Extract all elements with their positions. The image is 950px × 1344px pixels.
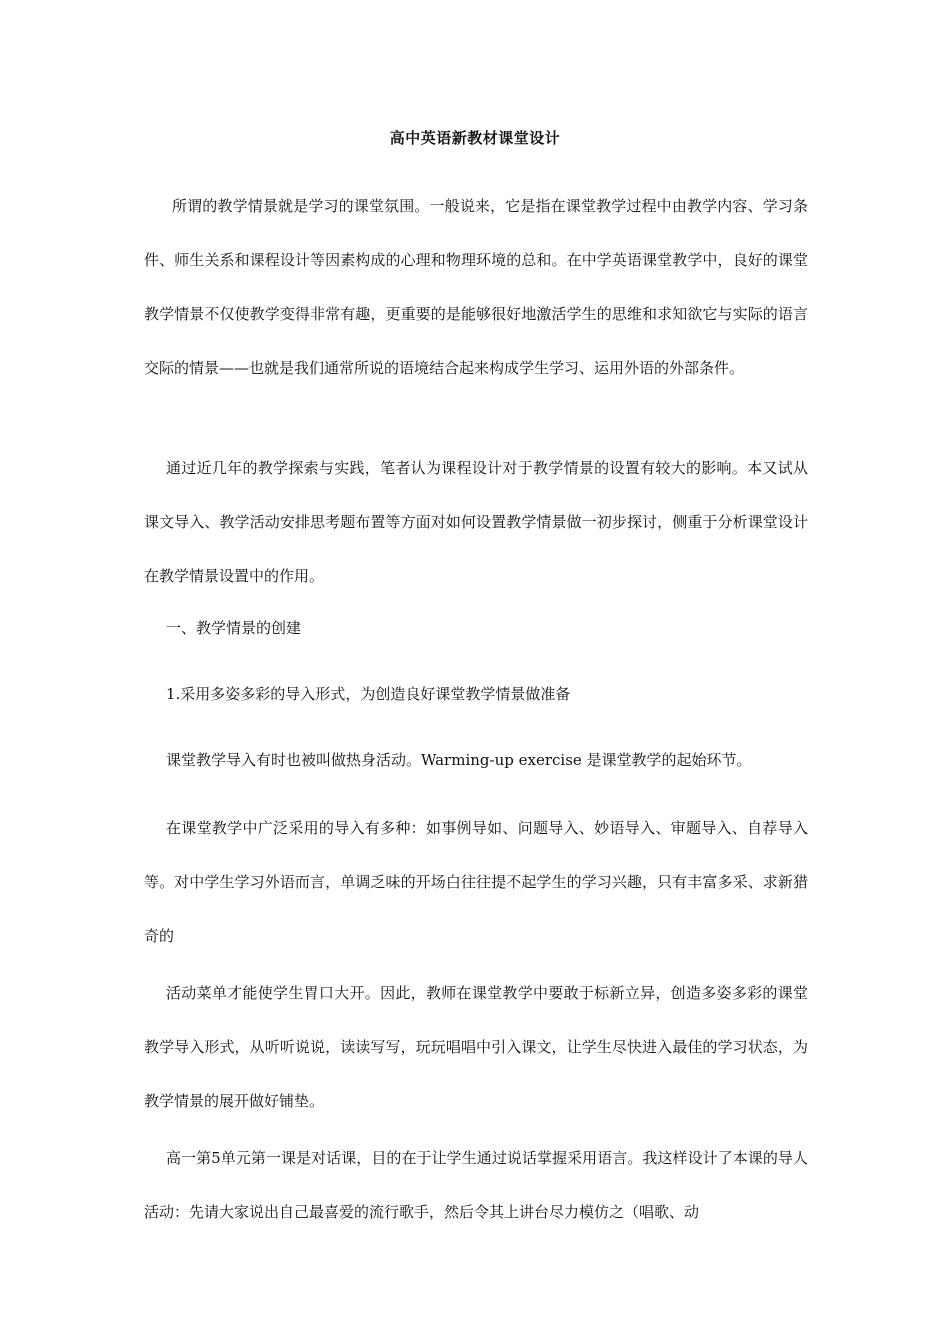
section-heading-1: 一、教学情景的创建 <box>166 619 302 637</box>
paragraph-activity-menu: 活动菜单才能使学生胃口大开。因此，教师在课堂教学中要敢于标新立异，创造多姿多彩的课堂教学导入形式，从听听说说，读读写写，玩玩唱唱中引入课文，让学生尽快进入最佳的学习状态，为教学情景的展开做好铺垫。 <box>144 984 808 1110</box>
document-title: 高中英语新教材课堂设计 <box>389 129 561 147</box>
paragraph-unit5-example: 高一第5单元第一课是对话课，目的在于让学生通过说话掌握采用语言。我这样设计了本课的导人活动：先请大家说出自己最喜爱的流行歌手，然后令其上讲台尽力模仿之（唱歌、动 <box>144 1149 808 1221</box>
paragraph-teaching-context: 所谓的教学情景就是学习的课堂氛围。一般说来，它是指在课堂教学过程中由教学内容、学习条件、师生关系和课程设计等因素构成的心理和物理环境的总和。在中学英语课堂教学中，良好的课堂教学情景不仅使教学变得非常有趣，更重要的是能够很好地激活学生的思维和求知欲它与实际的语言交际的情景——也就是我们通常所说的语境结合起来构成学生学习、运用外语的外部条件。 <box>144 197 808 377</box>
paragraph-research-intro: 通过近几年的教学探索与实践，笔者认为课程设计对于教学情景的设置有较大的影响。本又试从课文导入、教学活动安排思考题布置等方面对如何设置教学情景做一初步探讨，侧重于分析课堂设计在教学情景设置中的作用。 <box>144 459 808 585</box>
paragraph-lead-in-types: 在课堂教学中广泛采用的导入有多种：如事例导如、问题导入、妙语导入、审题导入、自荐导入等。对中学生学习外语而言，单调乏味的开场白往往提不起学生的学习兴趣，只有丰富多采、求新猎奇的 <box>144 819 808 945</box>
paragraph-warming-up: 课堂教学导入有时也被叫做热身活动。Warming-up exercise 是课堂教学的起始环节。 <box>166 751 752 769</box>
subsection-heading-1-1: 1.采用多姿多彩的导入形式，为创造良好课堂教学情景做准备 <box>166 685 571 703</box>
